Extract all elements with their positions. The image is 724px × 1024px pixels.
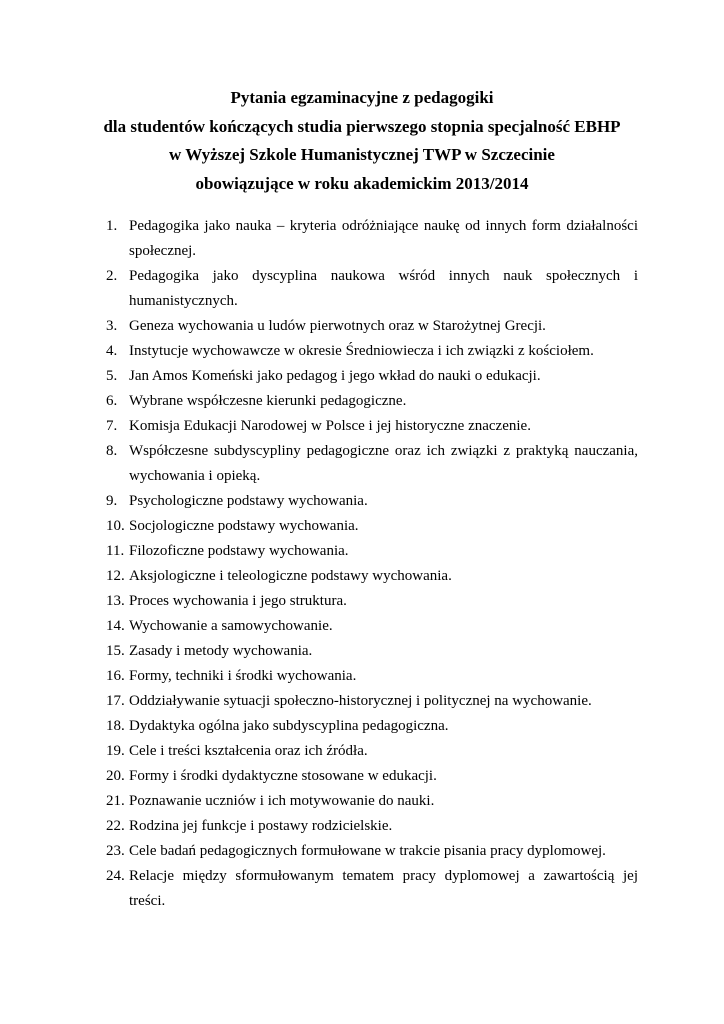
question-text: Rodzina jej funkcje i postawy rodzicielskie. (129, 818, 393, 834)
question-number: 12. (106, 568, 125, 584)
question-number: 14. (106, 618, 125, 634)
question-number: 22. (106, 818, 125, 834)
question-item (106, 864, 638, 914)
question-number: 2. (106, 268, 118, 284)
question-text: Wybrane współczesne kierunki pedagogiczne. (129, 393, 407, 409)
question-text: Pedagogika jako nauka – kryteria odróżniające naukę od innych form działalności społecznej. (129, 218, 638, 259)
header-title: Pytania egzaminacyjne z pedagogiki (230, 88, 494, 107)
question-number: 23. (106, 843, 125, 859)
question-list (106, 214, 638, 914)
question-text: Filozoficzne podstawy wychowania. (129, 543, 349, 559)
question-text: Pedagogika jako dyscyplina naukowa wśród innych nauk społecznych i humanistycznych. (129, 268, 638, 309)
question-number: 16. (106, 668, 125, 684)
question-item (106, 489, 638, 514)
header-subtitle-students: dla studentów kończących studia pierwszego stopnia specjalność EBHP (103, 116, 621, 136)
question-number: 3. (106, 318, 118, 334)
question-number: 10. (106, 518, 125, 534)
question-text: Dydaktyka ogólna jako subdyscyplina pedagogiczna. (129, 718, 449, 734)
question-item (106, 614, 638, 639)
question-item (106, 689, 638, 714)
question-number: 20. (106, 768, 125, 784)
question-text: Relacje między sformułowanym tematem pracy dyplomowej a zawartością jej treści. (129, 868, 638, 909)
question-item (106, 314, 638, 339)
header-subtitle-year: obowiązujące w roku akademickim 2013/2014 (195, 173, 529, 193)
question-text: Jan Amos Komeński jako pedagog i jego wkład do nauki o edukacji. (129, 368, 541, 384)
question-item (106, 389, 638, 414)
question-text: Cele i treści kształcenia oraz ich źródła. (129, 743, 368, 759)
question-text: Geneza wychowania u ludów pierwotnych oraz w Starożytnej Grecji. (129, 318, 546, 334)
question-number: 15. (106, 643, 125, 659)
question-text: Wychowanie a samowychowanie. (129, 618, 333, 634)
question-number: 13. (106, 593, 125, 609)
question-number: 21. (106, 793, 125, 809)
question-item (106, 789, 638, 814)
question-text: Komisja Edukacji Narodowej w Polsce i jej historyczne znaczenie. (129, 418, 531, 434)
header-subtitle-school: w Wyższej Szkole Humanistycznej TWP w Szczecinie (169, 145, 555, 164)
question-number: 4. (106, 343, 118, 359)
question-item (106, 514, 638, 539)
question-number: 8. (106, 443, 118, 459)
question-item (106, 439, 638, 489)
question-item (106, 264, 638, 314)
question-text: Psychologiczne podstawy wychowania. (129, 493, 368, 509)
question-number: 19. (106, 743, 125, 759)
question-item (106, 714, 638, 739)
question-number: 9. (106, 493, 118, 509)
question-item (106, 639, 638, 664)
question-text: Zasady i metody wychowania. (129, 643, 313, 659)
question-item (106, 839, 638, 864)
question-item (106, 414, 638, 439)
question-item (106, 539, 638, 564)
question-text: Instytucje wychowawcze w okresie Średniowiecza i ich związki z kościołem. (129, 343, 594, 359)
question-number: 7. (106, 418, 118, 434)
question-text: Formy i środki dydaktyczne stosowane w edukacji. (129, 768, 437, 784)
question-text: Oddziaływanie sytuacji społeczno-historycznej i politycznej na wychowanie. (129, 693, 592, 709)
question-text: Proces wychowania i jego struktura. (129, 593, 347, 609)
question-item (106, 814, 638, 839)
question-number: 24. (106, 868, 125, 884)
question-number: 1. (106, 218, 118, 234)
question-item (106, 589, 638, 614)
document-header (0, 84, 724, 198)
question-item (106, 739, 638, 764)
question-text: Cele badań pedagogicznych formułowane w trakcie pisania pracy dyplomowej. (129, 843, 606, 859)
question-text: Aksjologiczne i teleologiczne podstawy wychowania. (129, 568, 452, 584)
question-number: 17. (106, 693, 125, 709)
question-number: 5. (106, 368, 118, 384)
question-item (106, 664, 638, 689)
question-item (106, 214, 638, 264)
question-number: 11. (106, 543, 125, 559)
question-number: 6. (106, 393, 118, 409)
question-item (106, 764, 638, 789)
question-text: Poznawanie uczniów i ich motywowanie do nauki. (129, 793, 435, 809)
question-text: Współczesne subdyscypliny pedagogiczne oraz ich związki z praktyką nauczania, wychowania i opieką. (129, 443, 638, 484)
question-item (106, 564, 638, 589)
question-item (106, 364, 638, 389)
question-number: 18. (106, 718, 125, 734)
question-text: Socjologiczne podstawy wychowania. (129, 518, 359, 534)
question-item (106, 339, 638, 364)
question-text: Formy, techniki i środki wychowania. (129, 668, 357, 684)
